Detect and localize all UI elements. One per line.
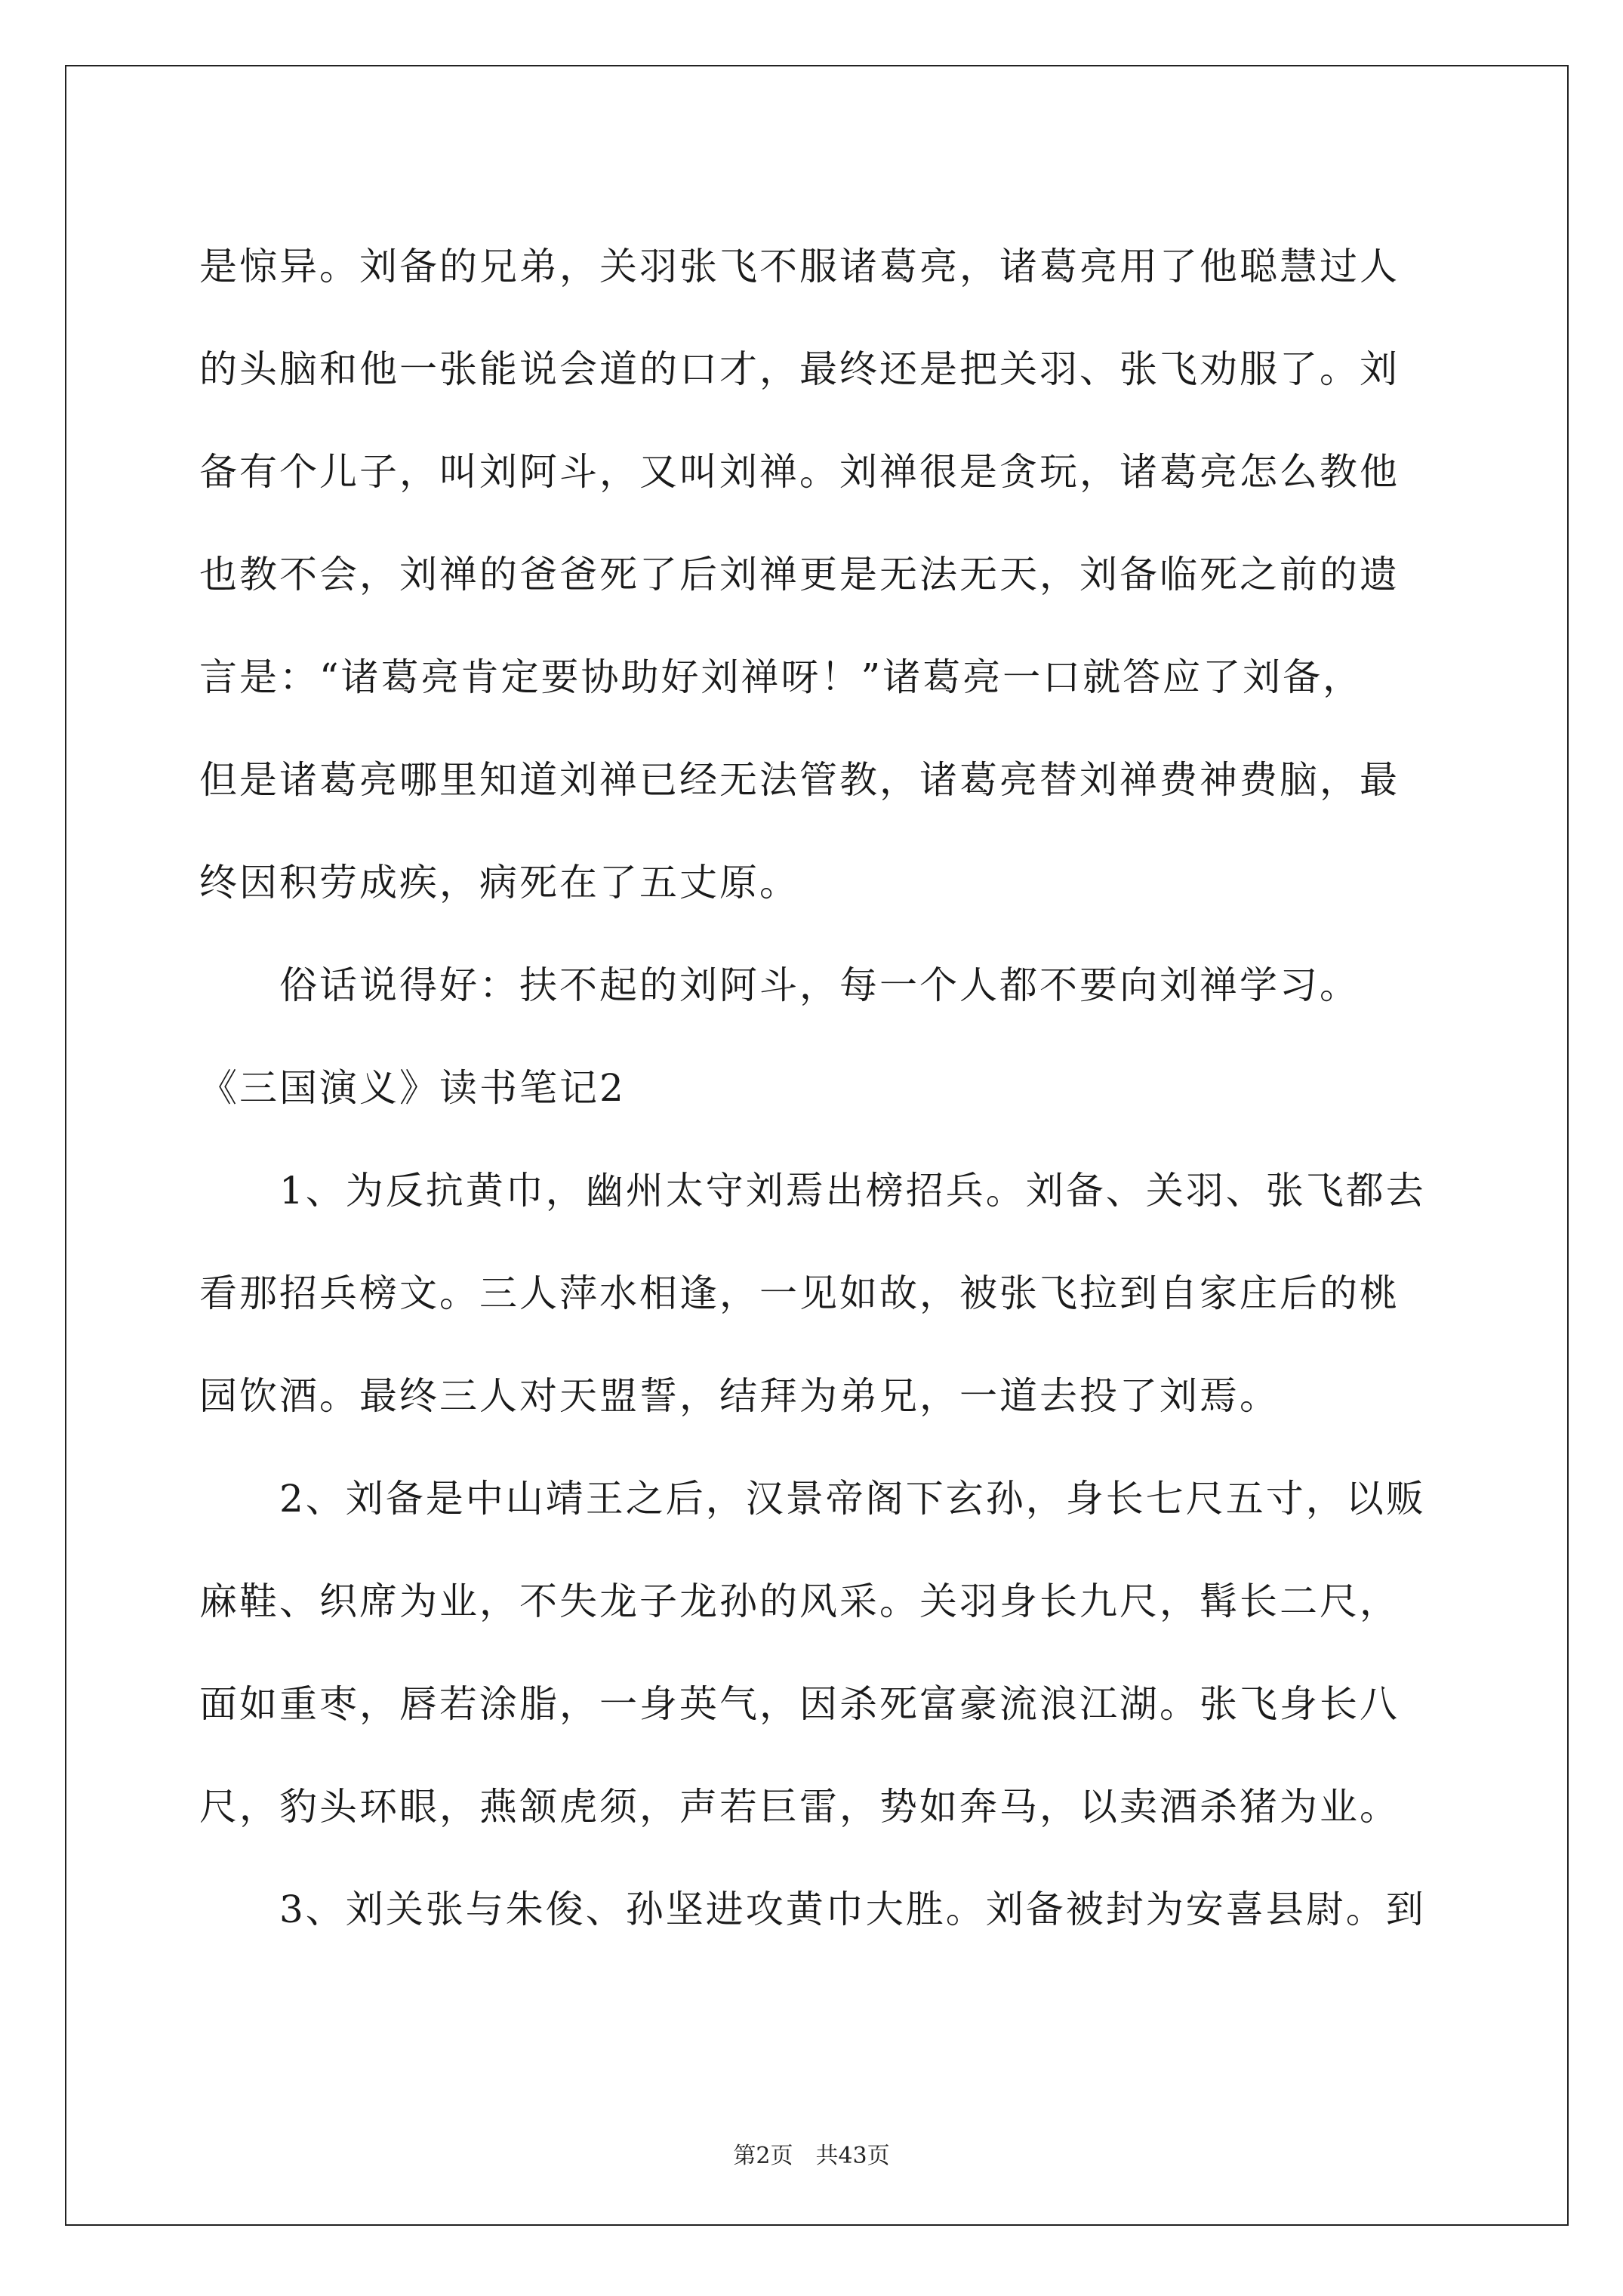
page-number: 第2页 共43页 [733,2143,890,2169]
text-line: 面如重枣，唇若涂脂，一身英气，因杀死富豪流浪江湖。张飞身长八 [199,1682,1400,1726]
text-line: 是惊异。刘备的兄弟，关羽张飞不服诸葛亮，诸葛亮用了他聪慧过人 [199,245,1400,288]
text-line: 但是诸葛亮哪里知道刘禅已经无法管教，诸葛亮替刘禅费神费脑，最 [199,758,1400,802]
text-line: 看那招兵榜文。三人萍水相逢，一见如故，被张飞拉到自家庄后的桃 [199,1271,1400,1315]
paragraph-line: 俗话说得好：扶不起的刘阿斗，每一个人都不要向刘禅学习。 [279,963,1360,1007]
document-body [199,215,1437,1961]
text-line: 终因积劳成疾，病死在了五丈原。 [199,861,799,905]
text-line: 尺，豹头环眼，燕颔虎须，声若巨雷，势如奔马，以卖酒杀猪为业。 [199,1785,1400,1829]
section-heading: 《三国演义》读书笔记2 [199,1066,626,1110]
text-line: 也教不会，刘禅的爸爸死了后刘禅更是无法无天，刘备临死之前的遗 [199,553,1400,596]
text-line: 备有个儿子，叫刘阿斗，又叫刘禅。刘禅很是贪玩，诸葛亮怎么教他 [199,450,1400,494]
text-line: 麻鞋、织席为业，不失龙子龙孙的风采。关羽身长九尺，髯长二尺， [199,1579,1400,1623]
text-line: 言是：“诸葛亮肯定要协助好刘禅呀！”诸葛亮一口就答应了刘备， [199,655,1363,699]
text-line: 的头脑和他一张能说会道的口才，最终还是把关羽、张飞劝服了。刘 [199,347,1400,391]
paragraph-line: 1、为反抗黄巾，幽州太守刘焉出榜招兵。刘备、关羽、张飞都去 [279,1169,1426,1213]
paragraph-line: 3、刘关张与朱俊、孙坚进攻黄巾大胜。刘备被封为安喜县尉。到 [279,1888,1426,1931]
text-line: 园饮酒。最终三人对天盟誓，结拜为弟兄，一道去投了刘焉。 [199,1374,1280,1418]
paragraph-line: 2、刘备是中山靖王之后，汉景帝阁下玄孙，身长七尺五寸，以贩 [279,1477,1426,1521]
